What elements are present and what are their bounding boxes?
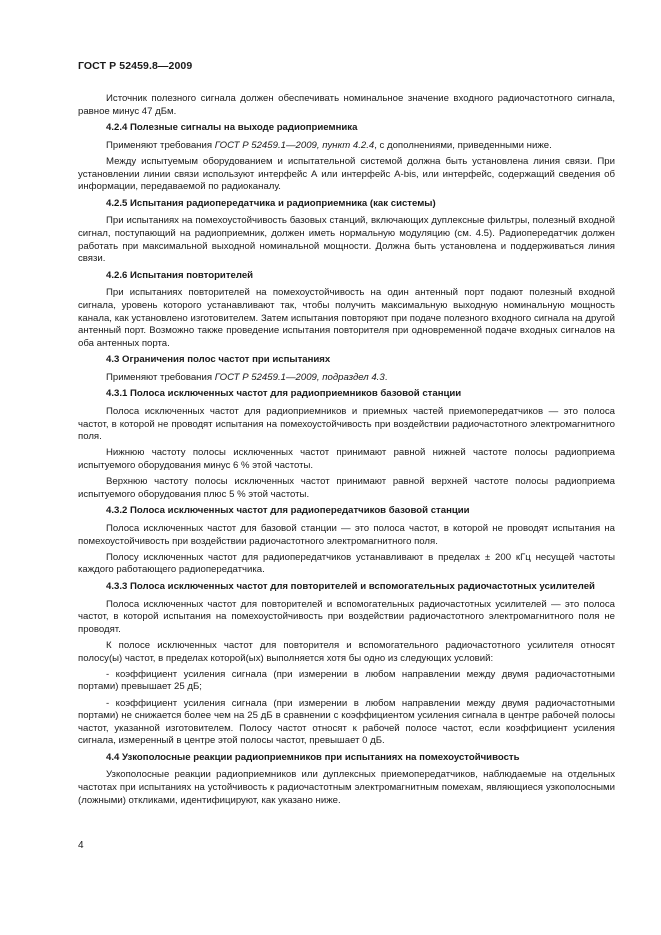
paragraph: Источник полезного сигнала должен обеспечивать номинальное значение входного радиочастотного сигнала, равное минус 47 дБм. xyxy=(78,93,615,117)
paragraph xyxy=(78,140,615,153)
paragraph-text: . xyxy=(384,371,388,383)
section-heading: 4.2.6 Испытания повторителей xyxy=(106,269,254,281)
document-body xyxy=(78,93,615,811)
paragraph: Полоса исключенных частот для повторителей и вспомогательных радиочастотных усилителей — это полоса частот, в которой испытания на помехоустойчивость при воздействии радиочастотного электромагнитного поля не проводят. xyxy=(78,598,615,635)
paragraph-text: , с дополнениями, приведенными ниже. xyxy=(374,139,552,151)
paragraph: При испытаниях повторителей на помехоустойчивость на один антенный порт подают полезный входной сигнала, уровень которого устанавливают так, чтобы получить максимальную выходную номинальную мощность канала, как установлено изготовителем. Затем испытания повторяют при подаче полезного входного сигнала на другой антенный порт. Возможно также проведение испытания повторителя при одновременной подаче входных сигналов на оба антенных порта. xyxy=(78,287,615,349)
section-heading: 4.3.3 Полоса исключенных частот для повторителей и вспомогательных радиочастотных усилителей xyxy=(106,580,595,592)
paragraph: Полоса исключенных частот для радиоприемников и приемных частей приемопередатчиков — это полоса частот, в которой не проводят испытания на помехоустойчивость при воздействии радиочастотного электромагнитного поля. xyxy=(78,406,615,443)
paragraph: - коэффициент усиления сигнала (при измерении в любом направлении между двумя радиочастотными портами) превышает 25 дБ; xyxy=(78,668,615,693)
paragraph: Между испытуемым оборудованием и испытательной системой должна быть установлена линия связи. При установлении линии связи используют интерфейс А или интерфейс А-bis, или интерфейс, содержащий сведения об информации, передаваемой по радиоканалу. xyxy=(78,155,615,193)
paragraph: Полоса исключенных частот для базовой станции — это полоса частот, в которой не проводят испытания на помехоустойчивость при воздействии радиочастотного электромагнитного поля. xyxy=(78,523,615,547)
page-number: 4 xyxy=(78,840,84,851)
paragraph: - коэффициент усиления сигнала (при измерении в любом направлении между двумя радиочастотными портами) не снижается более чем на 25 дБ в сравнении с коэффициентом усиления сигнала в центре рабочей полосы частот, указанной изготовителем. Полосу частот относят к рабочей полосе частот, если коэффициент усиления сигнала, измеренный в центре этой полосы частот, превышает 0 дБ. xyxy=(78,697,615,747)
section-heading: 4.3.2 Полоса исключенных частот для радиопередатчиков базовой станции xyxy=(106,505,470,517)
section-heading: 4.2.5 Испытания радиопередатчика и радиоприемника (как системы) xyxy=(106,197,436,209)
section-heading: 4.3 Ограничения полос частот при испытаниях xyxy=(106,354,331,366)
standard-reference: ГОСТ Р 52459.1—2009, пункт 4.2.4 xyxy=(214,139,375,151)
paragraph-text: Применяют требования xyxy=(106,371,215,383)
section-heading: 4.2.4 Полезные сигналы на выходе радиоприемника xyxy=(106,122,358,134)
section-heading: 4.4 Узкополосные реакции радиоприемников при испытаниях на помехоустойчивость xyxy=(106,751,520,763)
standard-reference: ГОСТ Р 52459.1—2009, подраздел 4.3 xyxy=(214,371,385,383)
paragraph xyxy=(78,372,615,385)
section-heading: 4.3.1 Полоса исключенных частот для радиоприемников базовой станции xyxy=(106,388,462,400)
paragraph: Узкополосные реакции радиоприемников или дуплексных приемопередатчиков, наблюдаемые на отдельных частотах при испытаниях на устойчивость к радиочастотным электромагнитным помехам, являющиеся узкополосными (ложными) откликами, идентифицируют, как указано ниже. xyxy=(78,769,615,806)
paragraph: Верхнюю частоту полосы исключенных частот принимают равной верхней частоте полосы радиоприема испытуемого оборудования плюс 5 % этой частоты. xyxy=(78,476,615,500)
paragraph: Нижнюю частоту полосы исключенных частот принимают равной нижней частоте полосы радиоприема испытуемого оборудования минус 6 % этой частоты. xyxy=(78,447,615,472)
paragraph: Полосу исключенных частот для радиопередатчиков устанавливают в пределах ± 200 кГц несущей частоты каждого работающего радиопередатчика. xyxy=(78,551,615,576)
document-code-header: ГОСТ Р 52459.8—2009 xyxy=(78,60,193,72)
paragraph-text: Применяют требования xyxy=(106,139,215,151)
paragraph: К полосе исключенных частот для повторителя и вспомогательного радиочастотного усилителя относят полосу(ы) частот, в пределах которой(ых) выполняется хотя бы одно из следующих условий: xyxy=(78,639,615,664)
paragraph: При испытаниях на помехоустойчивость базовых станций, включающих дуплексные фильтры, полезный входной сигнал, поступающий на радиоприемник, должен иметь нормальную модуляцию (см. 4.5). Радиопередатчик должен работать при максимальной выходной номинальной мощности. Должна быть установлена и поддерживаться линия связи. xyxy=(78,215,615,265)
